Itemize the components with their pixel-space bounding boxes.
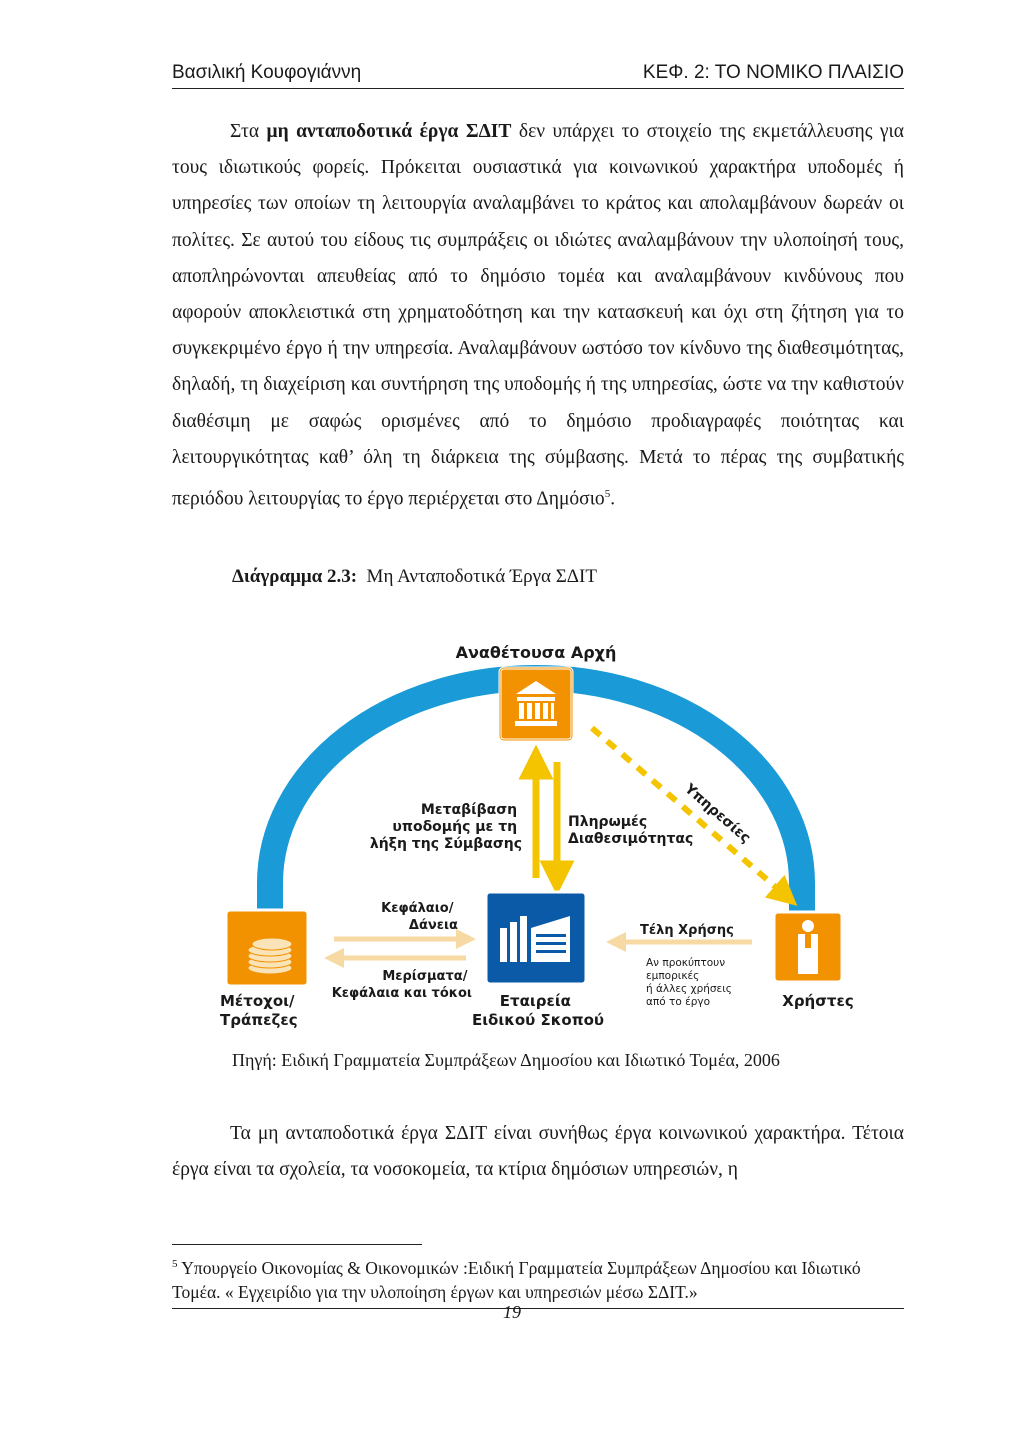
users-box (774, 912, 842, 982)
paragraph-2: Τα μη ανταποδοτικά έργα ΣΔΙΤ είναι συνήθως έργα κοινωνικού χαρακτήρα. Τέτοια έργα είναι τα σχολεία, τα νοσοκομεία, τα κτίρια δημόσιων υπηρεσιών, η (172, 1123, 904, 1181)
shareholders-box (226, 910, 308, 986)
source-note: Πηγή: Ειδική Γραμματεία Συμπράξεων Δημοσίου και Ιδιωτικό Τομέα, 2006 (232, 1050, 780, 1070)
p1-end: . (610, 488, 616, 510)
diagram-caption (232, 566, 597, 588)
services-label: Υπηρεσίες (681, 780, 754, 847)
footnote (172, 1252, 904, 1309)
payments-label: Πληρωμές Διαθεσιμότητας (568, 814, 694, 847)
p1-bold: μη ανταποδοτικά έργα ΣΔΙΤ (266, 121, 512, 142)
fees-label: Τέλη Χρήσης (640, 923, 734, 938)
running-header (172, 58, 904, 89)
footnote-separator (172, 1244, 422, 1245)
header-chapter: ΚΕΦ. 2: ΤΟ ΝΟΜΙΚΟ ΠΛΑΙΣΙΟ (642, 62, 904, 83)
transfer-label: Μεταβίβαση υποδομής με τη λήξη της Σύμβασης (369, 802, 522, 852)
spv-box (486, 892, 586, 984)
header-author: Βασιλική Κουφογιάννη (172, 62, 362, 83)
footnote-number: 5 (172, 1258, 178, 1270)
users-label: Χρήστες (782, 992, 854, 1010)
commercial-note: Αν προκύπτουν εμπορικές ή άλλες χρήσεις από το έργο (646, 957, 732, 1008)
paragraph-1 (172, 114, 904, 518)
spv-label: Εταιρεία Ειδικού Σκοπού (471, 992, 605, 1029)
ppp-diagram (200, 628, 880, 1038)
p1-lead: Στα (230, 121, 267, 142)
caption-label: Διάγραμμα 2.3: (232, 566, 358, 587)
caption-title: Μη Ανταποδοτικά Έργα ΣΔΙΤ (366, 566, 597, 587)
capital-label: Κεφάλαιο/ Δάνεια (381, 901, 458, 933)
footnote-text: Υπουργείο Οικονομίας & Οικονομικών :Ειδική Γραμματεία Συμπράξεων Δημοσίου και Ιδιωτικό Τομέα. « Εγχειρίδιο για την υλοποίηση έργων και υπηρεσιών μέσω ΣΔΙΤ.» (172, 1257, 861, 1302)
coins-icon (248, 938, 292, 974)
page-number: 19 (503, 1302, 521, 1322)
p1-text: δεν υπάρχει το στοιχείο της εκμετάλλευσης για τους ιδιωτικούς φορείς. Πρόκειται ουσιαστικά για κοινωνικού χαρακτήρα υποδομές ή υπηρεσίες των οποίων τη λειτουργία αναλαμβάνει το κράτος και απολαμβάνουν δωρεάν οι πολίτες. Σε αυτού του είδους τις συμπράξεις οι ιδιώτες αναλαμβάνουν την υλοποίησή τους, αποπληρώνονται απευθείας από το δημόσιο τομέα και αναλαμβάνουν κινδύνους που αφορούν αποκλειστικά στη χρηματοδότηση και την κατασκευή και όχι στη ζήτηση για το συγκεκριμένο έργο ή την υπηρεσία. Αναλαμβάνουν ωστόσο τον κίνδυνο της διαθεσιμότητας, δηλαδή, τη διαχείριση και συντήρηση της υποδομής ή της υπηρεσίας, ώστε να την καθιστούν διαθέσιμη με σαφώς ορισμένες από το δημόσιο προδιαγραφές ποιότητας και λειτουργικότητας καθ’ όλη τη διάρκεια της σύμβασης. Μετά το πέρας της συμβατικής περιόδου λειτουργίας το έργο περιέρχεται στο Δημόσιο (172, 121, 904, 510)
footnote-ref[interactable]: 5 (604, 488, 611, 501)
dividends-label: Μερίσματα/ Κεφάλαια και τόκοι (331, 969, 472, 1001)
authority-box (500, 668, 572, 740)
authority-label: Αναθέτουσα Αρχή (455, 643, 617, 662)
shareholders-label: Μέτοχοι/ Τράπεζες (220, 992, 298, 1029)
